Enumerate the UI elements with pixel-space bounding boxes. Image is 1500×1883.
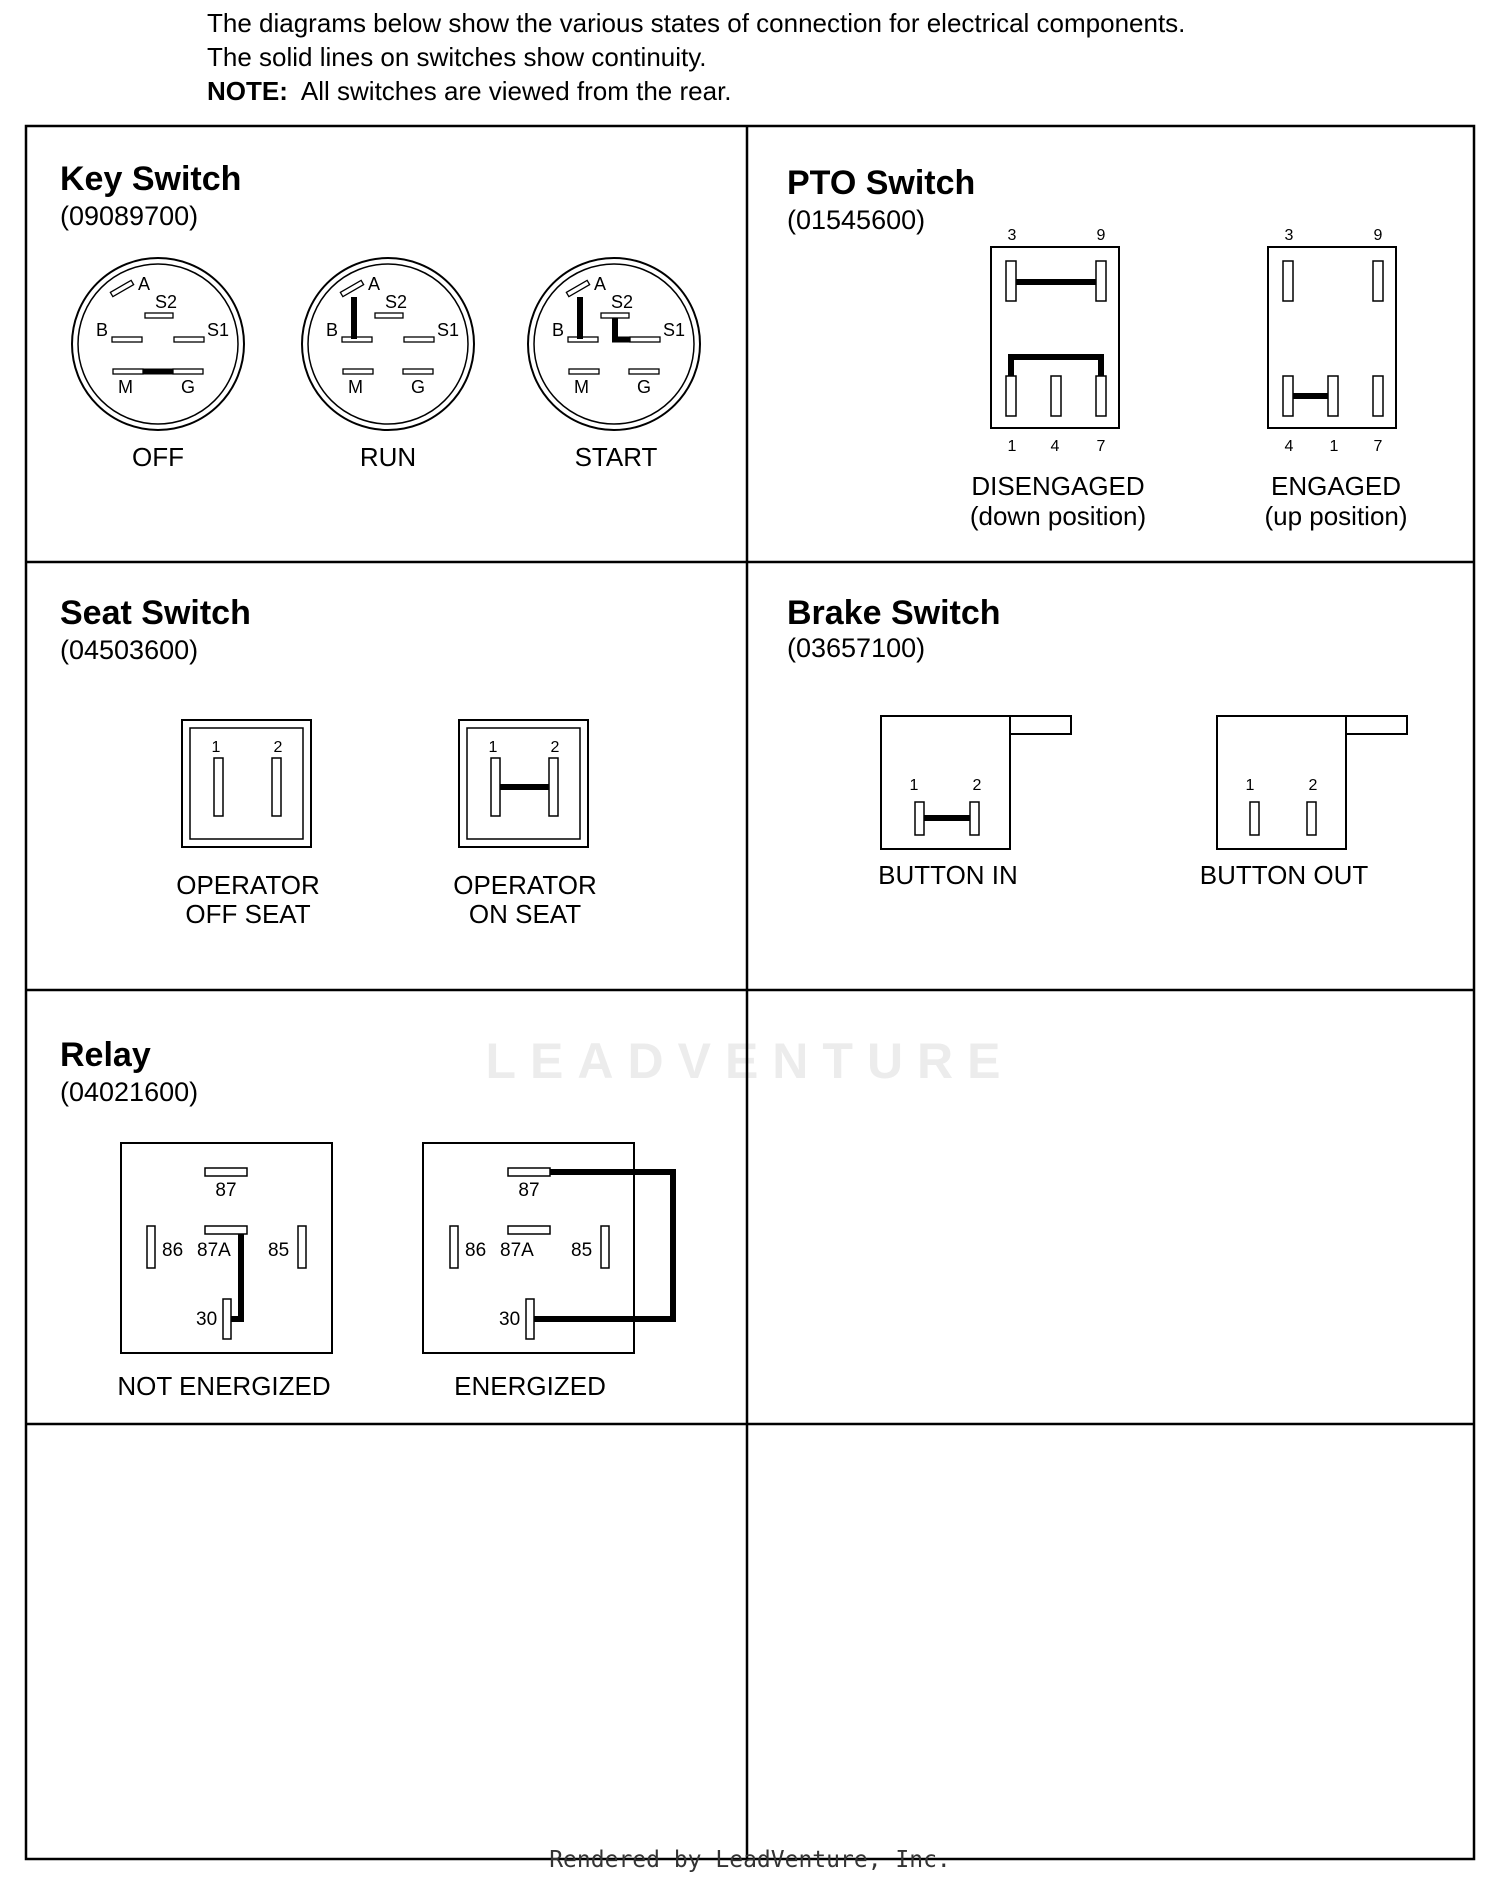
terminal-m — [569, 369, 599, 374]
terminal-m — [113, 369, 143, 374]
terminal-m — [343, 369, 373, 374]
label-b: B — [96, 320, 109, 340]
label-85: 85 — [268, 1240, 290, 1261]
pin-2 — [970, 802, 979, 835]
terminal-87 — [508, 1168, 550, 1176]
label-m: M — [348, 377, 363, 397]
relay-part-number: (04021600) — [60, 1077, 199, 1107]
label-b: B — [326, 320, 339, 340]
pin-1 — [214, 758, 223, 816]
label-85: 85 — [571, 1240, 593, 1261]
label-g: G — [411, 377, 426, 397]
seat-switch-part-number: (04503600) — [60, 635, 199, 665]
terminal-85 — [601, 1226, 609, 1268]
brake-housing — [881, 716, 1010, 849]
key-switch-body-outer — [302, 258, 474, 430]
intro-line-1: The diagrams below show the various states of connection for electrical components. — [207, 8, 1186, 38]
terminal-s1 — [174, 337, 204, 342]
terminal-30 — [223, 1299, 231, 1339]
continuity-s2-s1 — [615, 318, 630, 340]
pin-label-1: 1 — [211, 739, 221, 756]
pin-9 — [1373, 261, 1383, 301]
state-off-seat-1: OPERATOR — [176, 870, 320, 900]
pin-4 — [1051, 376, 1061, 416]
continuity-87a-30 — [231, 1234, 241, 1319]
state-energized: ENERGIZED — [454, 1371, 606, 1401]
label-s2: S2 — [385, 292, 408, 312]
label-s1: S1 — [437, 320, 460, 340]
pin-label-3: 3 — [1007, 227, 1017, 244]
pin-label-4: 4 — [1284, 438, 1294, 455]
seat-switch-on-seat — [453, 720, 597, 929]
terminal-a — [566, 280, 589, 296]
relay-title: Relay — [60, 1036, 151, 1074]
pin-9 — [1096, 261, 1106, 301]
seat-switch-title: Seat Switch — [60, 594, 251, 632]
pin-label-9: 9 — [1096, 227, 1106, 244]
pin-4 — [1283, 376, 1293, 416]
terminal-g — [173, 369, 203, 374]
state-on-seat-1: OPERATOR — [453, 870, 597, 900]
relay-energized — [423, 1143, 673, 1401]
seat-housing-outer — [459, 720, 588, 847]
label-a: A — [368, 274, 381, 294]
state-start: START — [574, 442, 658, 472]
pin-2 — [272, 758, 281, 816]
label-86: 86 — [162, 1240, 184, 1261]
state-engaged-sub: (up position) — [1264, 501, 1408, 531]
continuity-1-7 — [1011, 357, 1101, 376]
pin-label-2: 2 — [550, 739, 560, 756]
outer-border — [26, 126, 1474, 1859]
label-30: 30 — [499, 1309, 521, 1330]
pin-label-1: 1 — [909, 777, 919, 794]
label-s1: S1 — [207, 320, 230, 340]
key-switch-title: Key Switch — [60, 160, 242, 198]
label-a: A — [138, 274, 151, 294]
pto-engaged — [1264, 227, 1407, 531]
label-87a: 87A — [500, 1240, 534, 1261]
label-g: G — [637, 377, 652, 397]
note-text: All switches are viewed from the rear. — [300, 76, 732, 106]
terminal-s2 — [601, 313, 629, 318]
terminal-a — [340, 280, 363, 296]
terminal-s1 — [630, 337, 660, 342]
pin-label-2: 2 — [1308, 777, 1318, 794]
pin-label-1: 1 — [1329, 438, 1339, 455]
brake-switch-part-number: (03657100) — [787, 633, 926, 663]
brake-switch-panel — [787, 594, 1407, 890]
label-30: 30 — [196, 1309, 218, 1330]
key-switch-part-number: (09089700) — [60, 201, 199, 231]
label-s2: S2 — [611, 292, 634, 312]
label-m: M — [574, 377, 589, 397]
terminal-g — [403, 369, 433, 374]
pin-2 — [1307, 802, 1316, 835]
state-button-out: BUTTON OUT — [1199, 860, 1369, 890]
seat-switch-off-seat — [176, 720, 320, 929]
seat-housing-inner — [190, 728, 303, 839]
key-switch-body-inner — [78, 264, 238, 424]
key-switch-body-inner — [534, 264, 694, 424]
pin-7 — [1096, 376, 1106, 416]
footer-credit: Rendered by LeadVenture, Inc. — [549, 1847, 951, 1873]
pin-7 — [1373, 376, 1383, 416]
terminal-86 — [147, 1226, 155, 1268]
pin-label-9: 9 — [1373, 227, 1383, 244]
terminal-s2 — [145, 313, 173, 318]
brake-plunger — [1010, 716, 1071, 734]
label-87a: 87A — [197, 1240, 231, 1261]
key-switch-body-inner — [308, 264, 468, 424]
state-engaged: ENGAGED — [1270, 471, 1402, 501]
terminal-87 — [205, 1168, 247, 1176]
pto-disengaged — [970, 227, 1146, 531]
state-on-seat-2: ON SEAT — [468, 899, 582, 929]
pin-2 — [549, 758, 558, 816]
state-disengaged-sub: (down position) — [969, 501, 1147, 531]
terminal-a — [110, 280, 133, 296]
pin-label-2: 2 — [273, 739, 283, 756]
label-b: B — [552, 320, 565, 340]
label-s2: S2 — [155, 292, 178, 312]
label-s1: S1 — [663, 320, 686, 340]
pin-3 — [1283, 261, 1293, 301]
terminal-87a — [508, 1226, 550, 1234]
state-run: RUN — [359, 442, 417, 472]
pin-1 — [1250, 802, 1259, 835]
label-m: M — [118, 377, 133, 397]
brake-housing — [1217, 716, 1346, 849]
terminal-s1 — [404, 337, 434, 342]
state-disengaged: DISENGAGED — [971, 471, 1145, 501]
pin-label-7: 7 — [1096, 438, 1106, 455]
terminal-30 — [526, 1299, 534, 1339]
terminal-86 — [450, 1226, 458, 1268]
key-switch-panel — [60, 160, 700, 472]
panel-grid — [26, 126, 1474, 1859]
key-switch-start — [528, 258, 700, 472]
brake-plunger — [1346, 716, 1407, 734]
key-switch-body-outer — [72, 258, 244, 430]
intro-line-2: The solid lines on switches show continuity. — [207, 42, 707, 72]
state-button-in: BUTTON IN — [878, 860, 1018, 890]
pin-3 — [1006, 261, 1016, 301]
pin-label-3: 3 — [1284, 227, 1294, 244]
label-86: 86 — [465, 1240, 487, 1261]
terminal-85 — [298, 1226, 306, 1268]
terminal-s2 — [375, 313, 403, 318]
state-not-energized: NOT ENERGIZED — [117, 1371, 331, 1401]
terminal-87a — [205, 1226, 247, 1234]
watermark-text: LEADVENTURE — [485, 1033, 1015, 1089]
seat-switch-panel — [60, 594, 597, 929]
pin-label-1: 1 — [1245, 777, 1255, 794]
state-off: OFF — [132, 442, 184, 472]
seat-housing-inner — [467, 728, 580, 839]
state-off-seat-2: OFF SEAT — [185, 899, 311, 929]
terminal-g — [629, 369, 659, 374]
pto-switch-panel — [787, 164, 1408, 531]
key-switch-off — [72, 258, 244, 472]
brake-switch-button-in — [878, 716, 1071, 890]
pto-switch-title: PTO Switch — [787, 164, 976, 202]
pin-1 — [1328, 376, 1338, 416]
label-87: 87 — [215, 1180, 237, 1201]
pin-label-4: 4 — [1050, 438, 1060, 455]
key-switch-body-outer — [528, 258, 700, 430]
pin-label-1: 1 — [1007, 438, 1017, 455]
key-switch-run — [302, 258, 474, 472]
pin-label-7: 7 — [1373, 438, 1383, 455]
brake-switch-title: Brake Switch — [787, 594, 1001, 632]
label-a: A — [594, 274, 607, 294]
relay-panel — [60, 1036, 673, 1401]
relay-not-energized — [117, 1143, 332, 1401]
brake-switch-button-out — [1200, 716, 1407, 890]
seat-housing-outer — [182, 720, 311, 847]
terminal-b — [112, 337, 142, 342]
pin-label-1: 1 — [488, 739, 498, 756]
pin-1 — [491, 758, 500, 816]
pto-switch-part-number: (01545600) — [787, 205, 926, 235]
note-label: NOTE: — [207, 76, 288, 106]
label-87: 87 — [518, 1180, 540, 1201]
label-g: G — [181, 377, 196, 397]
pin-1 — [915, 802, 924, 835]
pin-label-2: 2 — [972, 777, 982, 794]
pin-1 — [1006, 376, 1016, 416]
